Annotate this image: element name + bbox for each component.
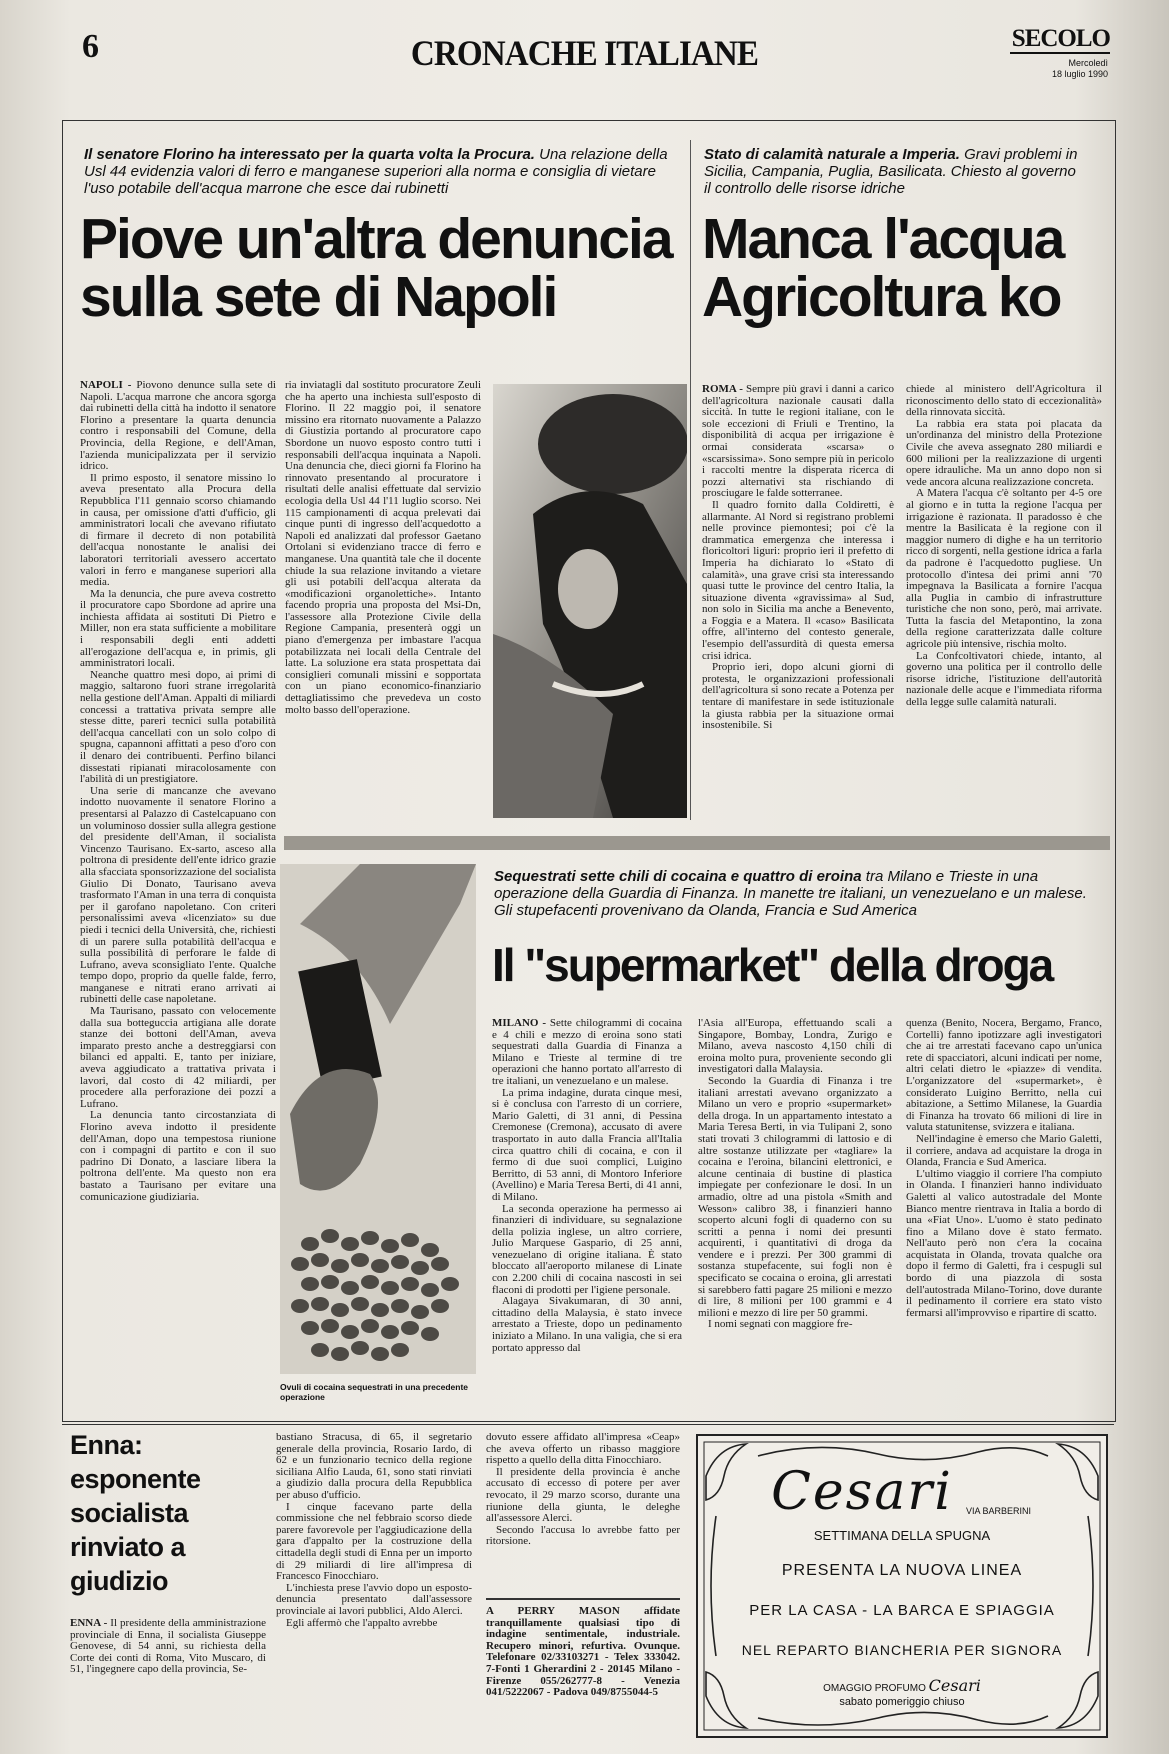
ad-brand: Cesari xyxy=(771,1462,953,1522)
a1c1-p4: Una serie di mancanze che avevano indotto nuovamente il senatore Florino a presentarsi al Palazzo di Castelcapuano con un voluminoso dossier sulla allegra gestione del presidente dell'Aman, il socialista Vincenzo Taurisano. Ex-sarto, asceso alla poltrona di presidente dell'ente idrico grazie alla sfacciata sponsorizzazione del socialista Giulio Di Donato, Taurisano aveva trasformato l'Aman in una terra di conquista per il garofano napoletano. Con criteri personalissimi aveva «licenziato» su due piedi i tecnici della Università, che, richiesti di un parere sulla potabilità dell'acqua e sulla possibilità di perforare le falde di Lufrano, aveva sconsigliato l'ente. Qualche tempo dopo, proprio da quelle falde, ferro, manganese e nitrati erano arrivati ai rubinetti delle case napoletane. xyxy=(80,784,276,1006)
a4c2-p3: Egli affermò che l'appalto avrebbe xyxy=(286,1616,438,1629)
article4-column-3 xyxy=(486,1432,680,1582)
issue-date xyxy=(995,58,1108,80)
article3-column-1 xyxy=(492,1018,682,1414)
drug-capsules-image xyxy=(280,864,476,1374)
a2c1-p2: Proprio ieri, dopo alcuni giorni di protesta, le organizzazioni professionali dell'agricoltura si sono recate a Potenza per tentare di manifestare in sede istituzionale la giusta rabbia per la situazione ormai insostenibile. Si xyxy=(702,661,894,732)
article4-headline: Enna: esponente socialista rinviato a giudizio xyxy=(70,1430,201,1596)
ad-line-2: PRESENTA LA NUOVA LINEA xyxy=(781,1562,1023,1579)
article3-kicker-rest: tra Milano e Trieste in una operazione della Guardia di Finanza. In manette tre italiani, un venezuelano e un malese. Gli stupefacenti provenivano da Olanda, Francia e Sud America xyxy=(494,868,1087,919)
article4-column-1 xyxy=(70,1618,266,1734)
paragraph-text: Piovono denunce sulla sete di Napoli. L'acqua marrone che ancora sgorga dai rubinetti della città ha indotto il senatore Florino a presentare la quarta denuncia contro i responsabili del Comune, della Provincia, della Regione, e dell'Aman, l'azienda municipalizzata per il servizio idrico. xyxy=(80,380,276,473)
a3c1-p1: La prima indagine, durata cinque mesi, si è conclusa con l'arresto di un corriere, Mario Galetti, di 31 anni, di Pessina Cremonese (Cremona), accusato di avere trasportato in auto dalla Francia all'Italia circa quattro chili di cocaina, e con il fermo di due suoi complici, Luigino Berritto, di 53 anni, di Montoro Inferiore (Avellino) e Maria Teresa Berti, di 41 anni, di Milano. xyxy=(492,1086,682,1203)
dateline: MILANO - xyxy=(492,1018,547,1029)
ad-gift-brand: Cesari xyxy=(928,1676,981,1695)
a2c1-p0 xyxy=(702,384,894,500)
a4c2-p0: bastiano Stracusa, di 65, il segretario generale della provincia, Rosario Iardo, di 62 e un funzionario tecnico della regione siciliana Alfio Lauda, 61, sono stati rinviati a giudizio dalla procura della Repubblica per abuso d'ufficio. xyxy=(276,1432,472,1501)
article3-column-2 xyxy=(698,1018,892,1414)
dateline: NAPOLI - xyxy=(80,380,132,391)
article1-column-1 xyxy=(80,380,276,1410)
cesari-advertisement xyxy=(696,1434,1108,1738)
classified-text: A PERRY MASON affidate tranquillamente qualsiasi tipo di indagine sentimentale, industriale. Recupero minori, refurtiva. Ovunque. Telefonare 02/33103271 - Telex 333042. 7-Fonti 1 Gherardini 2 - 20145 Milano - Firenze 055/262777-8 - Venezia 041/5222067 - Padova 049/8755044-5 xyxy=(486,1606,680,1699)
section-divider-band xyxy=(284,836,1110,850)
ad-line-3: PER LA CASA - LA BARCA E SPIAGGIA xyxy=(749,1602,1055,1619)
section-title: CRONACHE ITALIANE xyxy=(410,33,759,73)
ad-line-5 xyxy=(698,1676,1106,1695)
a4c3-p0: dovuto essere affidato all'impresa «Ceap» che aveva offerto un ribasso maggiore rispetto a quello della ditta Finocchiaro. xyxy=(486,1432,680,1467)
a3c2-p1: Secondo la Guardia di Finanza i tre italiani arrestati avevano organizzato a Milano un vero e proprio «supermarket» della droga. In un appartamento intestato a Maria Teresa Berti, in via Tulipani 2, sono stati trovati 3 chilogrammi di lattosio e di altre sostanze utilizzate per «tagliare» la cocaina e l'eroina, bilancini elettronici, e alcune centinaia di bustine di plastica impiegate per confezionare le dosi. In un armadio, oltre ad una pistola «Smith and Wesson» calibro 38, i finanzieri hanno scoperto alcuni fogli di quaderno con su scritti a penna i nomi dei presunti acquirenti, i quantitativi di droga da vendere e i prezzi. Per 300 grammi di sostanza stupefacente, sui fogli non è specificato se cocaina o eroina, gli arrestati si sarebbero fatti pagare 25 milioni e mezzo di lire, 8 milioni per 100 grammi e 4 milioni e mezzo di lire per 50 grammi. xyxy=(698,1074,892,1319)
a2c2-p2: A Matera l'acqua c'è soltanto per 4-5 ore al giorno e in tutta la regione l'acqua per irrigazione è razionata. Il paradosso è che mentre la Basilicata è la regione con il maggior numero di dighe e ha un territorio ricco di sorgenti, nella gestione idrica a farla da padrone è l'acquedotto pugliese. Un protocollo d'intesa dei primi anni '70 impegnava la Basilicata a fornire l'acqua alla Puglia in cambio di infrastrutture turistiche che non sono, però, mai arrivate. Tutta la fascia del Metapontino, la zona della regione caratterizzata dalle colture agricole più intensive, rischia molto. xyxy=(906,487,1102,651)
article2-column-1 xyxy=(702,384,894,820)
a1c1-p6: La denuncia tanto circostanziata di Florino aveva indotto il presidente dell'Aman, dopo una tempestosa riunione con i compagni di partito e con il suo padrino Di Donato, a lasciare libera la poltrona dell'ente. Ma questo non era bastato a Taurisano per evitare una comunicazione giudiziaria. xyxy=(80,1109,276,1203)
article2-column-2 xyxy=(906,384,1102,820)
article2-kicker-rest: Gravi problemi in Sicilia, Campania, Puglia, Basilicata. Chiesto al governo il controllo delle risorse idriche xyxy=(704,146,1078,197)
article3-kicker xyxy=(494,868,1104,919)
ad-gift-label: OMAGGIO PROFUMO xyxy=(823,1683,926,1694)
article1-headline: Piove un'altra denuncia sulla sete di Napoli xyxy=(80,207,672,330)
article3-headline: Il "supermarket" della droga xyxy=(492,939,1053,991)
a3c3-p0: quenza (Benito, Nocera, Bergamo, Franco, Cortelli) fanno ipotizzare agli investigatori che ai tre arrestati facevano capo un'unica rete di spacciatori, alcuni indicati per nome, altri celati dietro le «piazze» di vendita. L'organizzatore del «supermarket», è considerato Luigino Berritto, nella cui abitazione, a Settimo Milanese, la Guardia di Finanza ha trovato 66 milioni di lire in valuta statunitense, svizzera e italiana. xyxy=(906,1018,1102,1134)
ad-line-4: NEL REPARTO BIANCHERIA PER SIGNORA xyxy=(741,1642,1063,1658)
dateline: ENNA - xyxy=(70,1618,108,1629)
a1c1-p5: Ma Taurisano, passato con velocemente dalla sua botteguccia artigiana alle dorate stanze dei bottoni dell'Aman, aveva imparato presto anche a destreggiarsi con bilanci ed appalti. E, tanto per iniziare, aveva aggiudicato a trattativa privata i lavori, dal costo di 42 miliardi, per procedere alla perforazione dei pozzi a Lufrano. xyxy=(80,1005,276,1110)
issue-day: 18 luglio 1990 xyxy=(1051,69,1108,79)
a4c3-p1: Il presidente della provincia è anche accusato di eccesso di potere per aver revocato, il 29 marzo scorso, durante una riunione della giunta, le deleghe all'assessore Alerci. xyxy=(486,1465,680,1525)
article4-column-2 xyxy=(276,1432,472,1738)
a2c2-p1: La rabbia era stata poi placata da un'ordinanza del ministro della Protezione Civile che aveva assegnato 280 miliardi e 600 milioni per la realizzazione di urgenti opere idrauliche. Ma un anno dopo non si vede ancora alcuna realizzazione concreta. xyxy=(906,417,1102,488)
a3c1-p3: Alagaya Sivakumaran, di 30 anni, cittadino della Malaysia, è stato invece arrestato a Trieste, dopo un pedinamento iniziato a Milano. In una valigia, che si era portato appresso dal xyxy=(492,1295,682,1354)
ad-address: VIA BARBERINI xyxy=(966,1506,1032,1516)
a3c3-p2: L'ultimo viaggio il corriere l'ha compiuto in Olanda. I finanzieri hanno individuato Galetti al valico autostradale del Monte Bianco mentre rientrava in Italia a bordo di una «Fiat Uno». L'uomo è stato pedinato fino a Milano dove è stato fermato. Nell'auto però non c'era la cocaina acquistata in Olanda, trovata qualche ora dopo il fermo di Galetti, fra i cespugli sul bordo di una piazzola di sosta dell'autostrada Milano-Torino, dove durante il pedinamento il corriere era stato visto fermarsi all'improvviso e ripartire di scatto. xyxy=(906,1167,1102,1319)
paragraph-text: Il presidente della amministrazione provinciale di Enna, il socialista Giuseppe Genovese, di 54 anni, su richiesta della Corte dei conti di Roma, Vito Muscaro, di 51, l'ingegnere capo della provincia, Se- xyxy=(70,1618,266,1676)
bottom-rule xyxy=(62,1424,1114,1425)
classified-ad xyxy=(486,1606,680,1738)
a3c3-p1: Nell'indagine è emerso che Mario Galetti, il corriere, andava ad acquistare la droga in Olanda, Francia e Sud America. xyxy=(906,1132,1102,1169)
cocaine-photo xyxy=(280,864,476,1374)
newspaper-name: SECOLO xyxy=(1011,25,1110,52)
dateline: ROMA - xyxy=(702,384,743,395)
classified-rule xyxy=(486,1598,680,1600)
a3c2-p0: l'Asia all'Europa, effettuando scali a Singapore, Bombay, Londra, Zurigo e Milano, aveva nascosto 4,150 chili di eroina molto pura, proveniente secondo gli investigatori dalla Malaysia. xyxy=(698,1018,892,1076)
paragraph-text: Sette chilogrammi di cocaina e 4 chili e mezzo di eroina sono stati sequestrati dalla Guardia di Finanza a Milano e Trieste al termine di tre operazioni che hanno portato all'arresto di tre italiani, un venezuelano e un malese. xyxy=(492,1018,682,1087)
a1c1-p0 xyxy=(80,380,276,473)
photo-caption: Ovuli di cocaina sequestrati in una precedente operazione xyxy=(280,1382,469,1402)
a3c1-p2: La seconda operazione ha permesso ai finanzieri di individuare, su segnalazione della polizia inglese, un altro corriere, Julio Marquese Gaspario, di 25 anni, venezuelano di origine italiana. È stato bloccato all'aeroporto milanese di Linate con 2.200 chili di cocaina nascosti in sei flaconi di prodotti per l'igiene personale. xyxy=(492,1202,682,1296)
a1c1-p2: Ma la denuncia, che pure aveva costretto il procuratore capo Sbordone ad aprire una inchiesta affidata ai sostituti Di Pietro e Miller, non era stata sufficiente a mobilitare i responsabili degli enti addetti all'erogazione dell'acqua e, in primis, gli amministratori locali. xyxy=(80,587,276,670)
a4c2-p2: L'inchiesta prese l'avvio dopo un esposto-denuncia presentato dall'assessore provinciale ai lavori pubblici, Aldo Alerci. xyxy=(276,1581,472,1617)
a1c1-p3: Neanche quattro mesi dopo, ai primi di maggio, saltarono fuori strane irregolarità nella gestione dell'Aman. Appalti di miliardi concessi a trattativa privata sempre alle stesse ditte, pareri tecnici sulla potabilità dell'acqua cancellati con un solo colpo di spugna, capannoni affittati a peso d'oro con il denaro dei contribuenti. Perfino bilanci dissestati ripianati miracolosamente con l'abilità di un prestigiatore. xyxy=(80,668,276,786)
article3-column-3 xyxy=(906,1018,1102,1414)
ad-line-6: sabato pomeriggio chiuso xyxy=(839,1696,965,1708)
issue-weekday: Mercoledì xyxy=(1068,58,1108,68)
a4c3-p2: Secondo l'accusa lo avrebbe fatto per ritorsione. xyxy=(486,1523,680,1548)
article1-kicker-rest: Una relazione della Usl 44 evidenzia valori di ferro e manganese superiori alla norma e consiglia di vietare l'uso potabile dell'acqua marrone che esce dai rubinetti xyxy=(84,146,668,197)
article2-kicker-bold: Stato di calamità naturale a Imperia. xyxy=(704,146,960,163)
article1-column-2 xyxy=(285,380,481,820)
page-number: 6 xyxy=(82,28,99,65)
a3c1-p0 xyxy=(492,1018,682,1088)
article2-kicker xyxy=(704,146,1084,197)
a4c2-p1: I cinque facevano parte della commissione che nel febbraio scorso diede parere favorevole per l'aggiudicazione della gara d'appalto per la costruzione della cittadella degli studi di Enna per un importo di 29 miliardi di lire all'impresa di Francesco Finocchiaro. xyxy=(276,1500,472,1583)
agriculture-photo xyxy=(493,384,687,818)
a3c2-p2: I nomi segnati con maggiore fre- xyxy=(708,1318,853,1331)
a1c2-p0: ria inviatagli dal sostituto procuratore Zeuli che ha aperto una inchiesta sull'esposto di Florino. Il 22 maggio poi, il senatore missino era ritornato nuovamente a Palazzo di Giustizia portando al procuratore capo Sbordone un nuovo esposto contro tutti i responsabili dell'acqua inquinata a Napoli. Una denuncia che, dieci giorni fa Florino ha rinnovato presentando al procuratore i risultati delle analisi effettuate dal servizio ecologia della Usl 44 l'11 luglio scorso. Nei 115 campionamenti di acqua prelevati dai cinque punti di ingresso dell'acquedotto a Napoli ed analizzati dal professor Gaetano Ortolani si evidenziano tracce di ferro e manganese. Una quantità tale che il docente chiude la sua relazione invitando a vietare gli usi potabili dell'acqua alterata da «modificazioni organolettiche». Intanto facendo propria una proposta del Msi-Dn, l'assessore alla Protezione Civile della Regione Campania, presenterà oggi un piano d'emergenza per imbastare l'acqua potabilizzata nei locali della Centrale del latte. La soluzione era stata prospettata dai consiglieri comunali missini e sopportata con un piano economico-finanziario dettagliatissimo che prevedeva un costo molto basso dell'operazione. xyxy=(285,380,481,716)
article1-kicker-bold: Il senatore Florino ha interessato per la quarta volta la Procura. xyxy=(84,146,535,163)
a4c1-p0 xyxy=(70,1618,266,1676)
article2-headline: Manca l'acqua Agricoltura ko xyxy=(702,207,1064,330)
farmer-photo-image xyxy=(493,384,687,818)
article3-kicker-bold: Sequestrati sette chili di cocaina e quattro di eroina xyxy=(494,868,862,885)
article1-kicker xyxy=(84,146,684,197)
column-divider xyxy=(690,140,691,820)
a2c2-p0: chiede al ministero dell'Agricoltura il riconoscimento dello stato di eccezionalità» della rinnovata siccità. xyxy=(906,384,1102,419)
a2c1-p1: Il quadro fornito dalla Coldiretti, è allarmante. Al Nord si registrano problemi nelle province piemontesi; poi c'è la drammatica emergenza che interessa i floricoltori liguri: proprio ieri il prefetto di Imperia ha dichiarato lo «Stato di calamità», una grave crisi sta interessando quasi tutte le province del centro Italia, la situazione diventa «gravissima» al Sud, non solo in Sicilia ma anche a Benevento, a Foggia e a Matera. Il «caso» Basilicata offre, all'interno del contesto generale, l'esempio dell'assurdità di questa emersa crisi idrica. xyxy=(702,498,894,662)
a1c1-p1: Il primo esposto, il senatore missino lo aveva presentato alla Procura della Repubblica l'11 gennaio scorso chiamando in causa, per omissione d'atti d'ufficio, gli amministratori locali che avevano rifiutato di firmare il decreto di non potabilità dell'acqua nonostante le analisi dei laboratori territoriali avessero accertato valori in ferro e manganese superiori alla media. xyxy=(80,471,276,589)
a2c2-p3: La Confcoltivatori chiede, intanto, al governo una politica per il controllo delle risorse idriche, l'istituzione dell'autorità nazionale delle acque e l'immediata riforma della legge sulle calamità naturali. xyxy=(906,649,1102,709)
paragraph-text: Sempre più gravi i danni a carico dell'agricoltura nazionale causati dalla siccità. In tutte le regioni italiane, con le sole eccezioni di Friuli e Trentino, la disponibilità di acqua per irrigazione è ormai considerata «scarsa» o «scarsissima». Sono sempre più in pericolo i raccolti mentre la disperata ricerca di pozzi alternativi sta rischiando di prosciugare le falde sotterranee. xyxy=(702,384,894,500)
ad-line-1: SETTIMANA DELLA SPUGNA xyxy=(813,1528,991,1543)
